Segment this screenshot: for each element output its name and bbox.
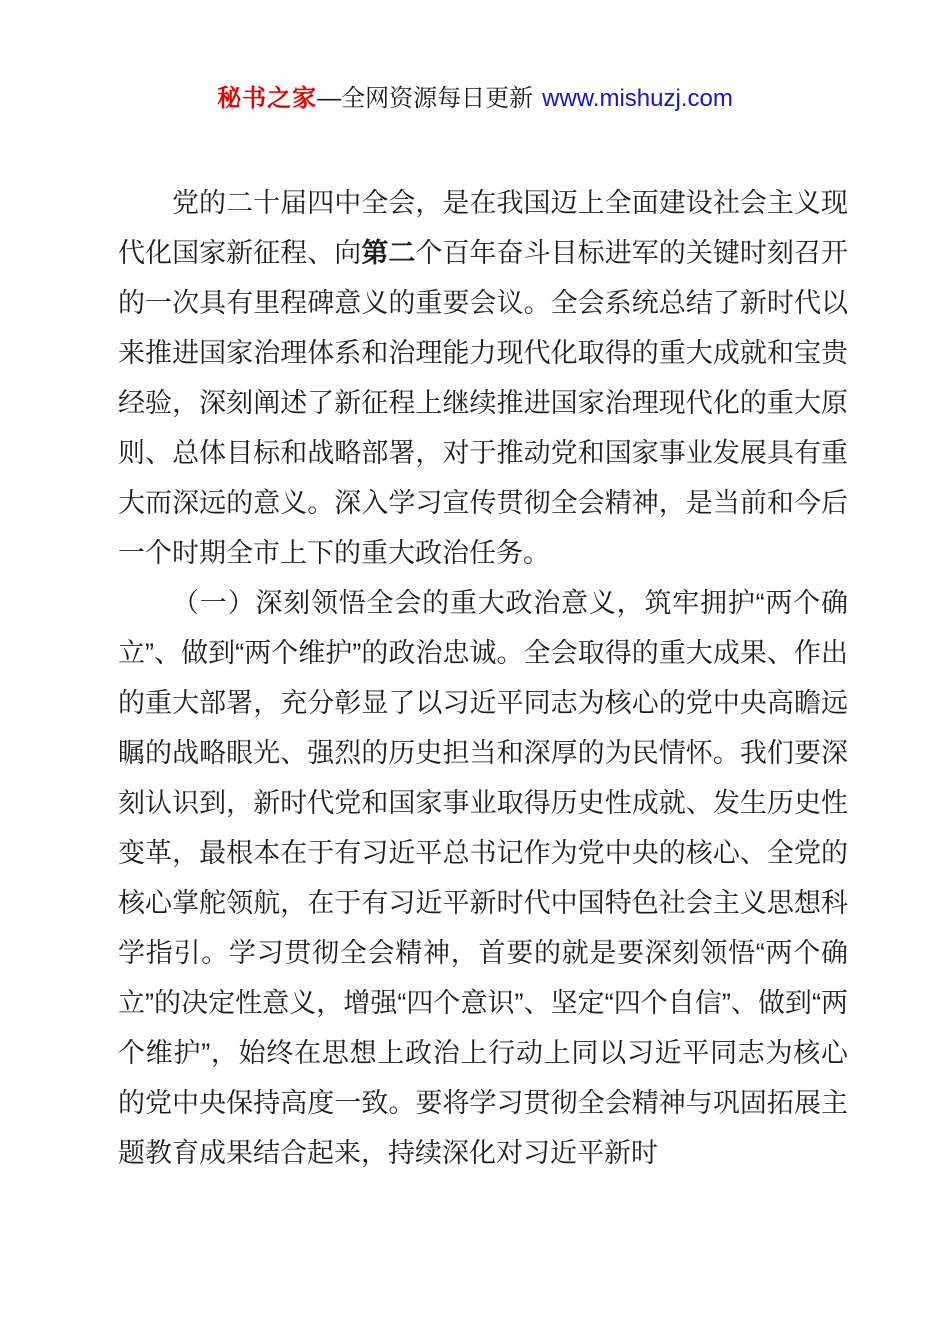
- document-body: [118, 178, 848, 1178]
- paragraph-1-text-end: 个百年奋斗目标进军的关键时刻召开的一次具有里程碑意义的重要会议。全会系统总结了新时代以来推进国家治理体系和治理能力现代化取得的重大成就和宝贵经验，深刻阐述了新征程上继续推进国家治理现代化的重大原则、总体目标和战略部署，对于推动党和国家事业发展具有重大而深远的意义。深入学习宣传贯彻全会精神，是当前和今后一个时期全市上下的重大政治任务。: [118, 238, 849, 568]
- paragraph-1-bold-run: 第二: [361, 238, 416, 268]
- site-url-link[interactable]: www.mishuzj.com: [542, 85, 733, 112]
- site-header: [0, 82, 950, 116]
- paragraph-2: （一）深刻领悟全会的重大政治意义，筑牢拥护“两个确立”、做到“两个维护”的政治忠诚。全会取得的重大成果、作出的重大部署，充分彰显了以习近平同志为核心的党中央高瞻远瞩的战略眼光、强烈的历史担当和深厚的为民情怀。我们要深刻认识到，新时代党和国家事业取得历史性成就、发生历史性变革，最根本在于有习近平总书记作为党中央的核心、全党的核心掌舵领航，在于有习近平新时代中国特色社会主义思想科学指引。学习贯彻全会精神，首要的就是要深刻领悟“两个确立”的决定性意义，增强“四个意识”、坚定“四个自信”、做到“两个维护”，始终在思想上政治上行动上同以习近平同志为核心的党中央保持高度一致。要将学习贯彻全会精神与巩固拓展主题教育成果结合起来，持续深化对习近平新时: [118, 588, 848, 1168]
- site-brand: 秘书之家: [217, 85, 318, 112]
- paragraph-1-text-start: 党的二十届四中全会，是在我国迈上全面建设社会主义现代化国家新征程、向: [118, 188, 848, 268]
- site-tagline: —全网资源每日更新: [317, 85, 534, 112]
- paragraph-1: [118, 178, 848, 578]
